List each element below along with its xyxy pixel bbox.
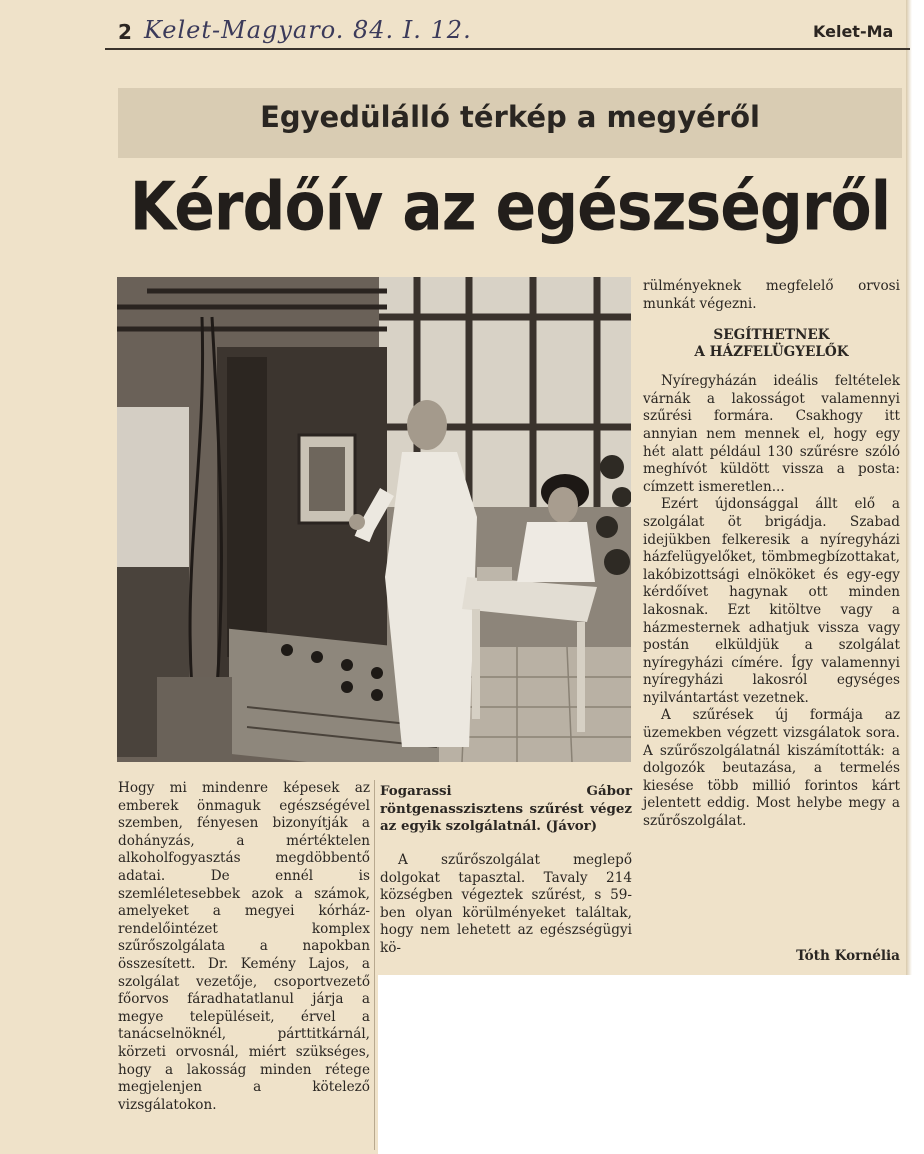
article-byline: Tóth Kornélia: [796, 948, 900, 964]
section-subheading: [643, 327, 900, 361]
clipping-edge: [906, 0, 912, 975]
handwritten-date-note: Kelet-Magyaro. 84. I. 12.: [144, 16, 472, 44]
page-number: 2: [118, 20, 132, 44]
subheading-line-1: SEGÍTHETNEK: [713, 327, 830, 344]
column-divider: [374, 780, 375, 1150]
article-photo: [117, 277, 631, 762]
column-1-paragraph: Hogy mi mindenre képesek az emberek önmaguk egészségével szemben, fényesen bizonyítják a dohányzás, a mértéktelen alkoholfogyasztás megdöbbentő adatai. De ennél is szemléletesebbek azok a számok, amelyeket a megyei kórház-rendelőintézet komplex szűrőszolgálata a napokban összesített. Dr. Kemény Lajos, a szolgálat vezetője, csoportvezető főorvos fáradhatatlanul járja a megye településeit, érvel a tanácselnöknél, párttitkárnál, körzeti orvosnál, miért szükséges, hogy a lakosság minden rétege megjelenjen a kötelező vizsgálatokon.: [118, 780, 370, 1113]
article-kicker: Egyedülálló térkép a megyéről: [260, 100, 760, 134]
newspaper-name: Kelet-Ma: [813, 22, 894, 41]
subheading-line-2: A HÁZFELÜGYELŐK: [694, 344, 849, 361]
column-3-paragraph-1: Nyíregyházán ideális feltételek várnák a lakosságot valamennyi szűrési formára. Csakhogy itt annyian nem mennek el, hogy egy hét alatt például 130 szűrésre szóló meghívót küldött vissza a posta: címzett ismeretlen...: [643, 373, 900, 495]
article-column-1: [118, 780, 370, 1114]
header-rule: [105, 48, 910, 50]
column-2-paragraph: A szűrőszolgálat meglepő dolgokat tapasztal. Tavaly 214 községben végeztek szűrést, s 59-ben olyan körülményeket találtak, hogy nem lehetett az egészségügyi kö-: [380, 852, 632, 956]
column-3-lead: rülményeknek megfelelő orvosi munkát végezni.: [643, 278, 900, 312]
column-3-paragraph-2: Ezért újdonsággal állt elő a szolgálat öt brigádja. Szabad idejükben felkeresik a nyíregyházi házfelügyelőket, tömbmegbízottakat, lakóbizottsági elnököket és egy-egy kérdőívet hagynak ott minden lakosnak. Ezt kitöltve vagy a házmesternek adhatjuk vissza vagy postán elküldjük a szolgálat nyíregyházi címére. Így valamennyi nyíregyházi lakosról egységes nyilvántartást vezetnek.: [643, 496, 900, 706]
photo-illustration: [117, 277, 631, 762]
column-3-paragraph-3: A szűrések új formája az üzemekben végzett vizsgálatok sora. A szűrőszolgálatnál kiszámították: a dolgozók beutazása, a termelés kiesése több millió forintos kárt jelentett eddig. Most helybe megy a szűrőszolgálat.: [643, 707, 900, 830]
article-column-2: [380, 852, 632, 958]
photo-caption: Fogarassi Gábor röntgenasszisztens szűrést végez az egyik szolgálatnál. (Jávor): [380, 783, 632, 835]
article-column-3: [643, 278, 900, 831]
article-headline: Kérdőív az egészségről: [129, 168, 891, 247]
